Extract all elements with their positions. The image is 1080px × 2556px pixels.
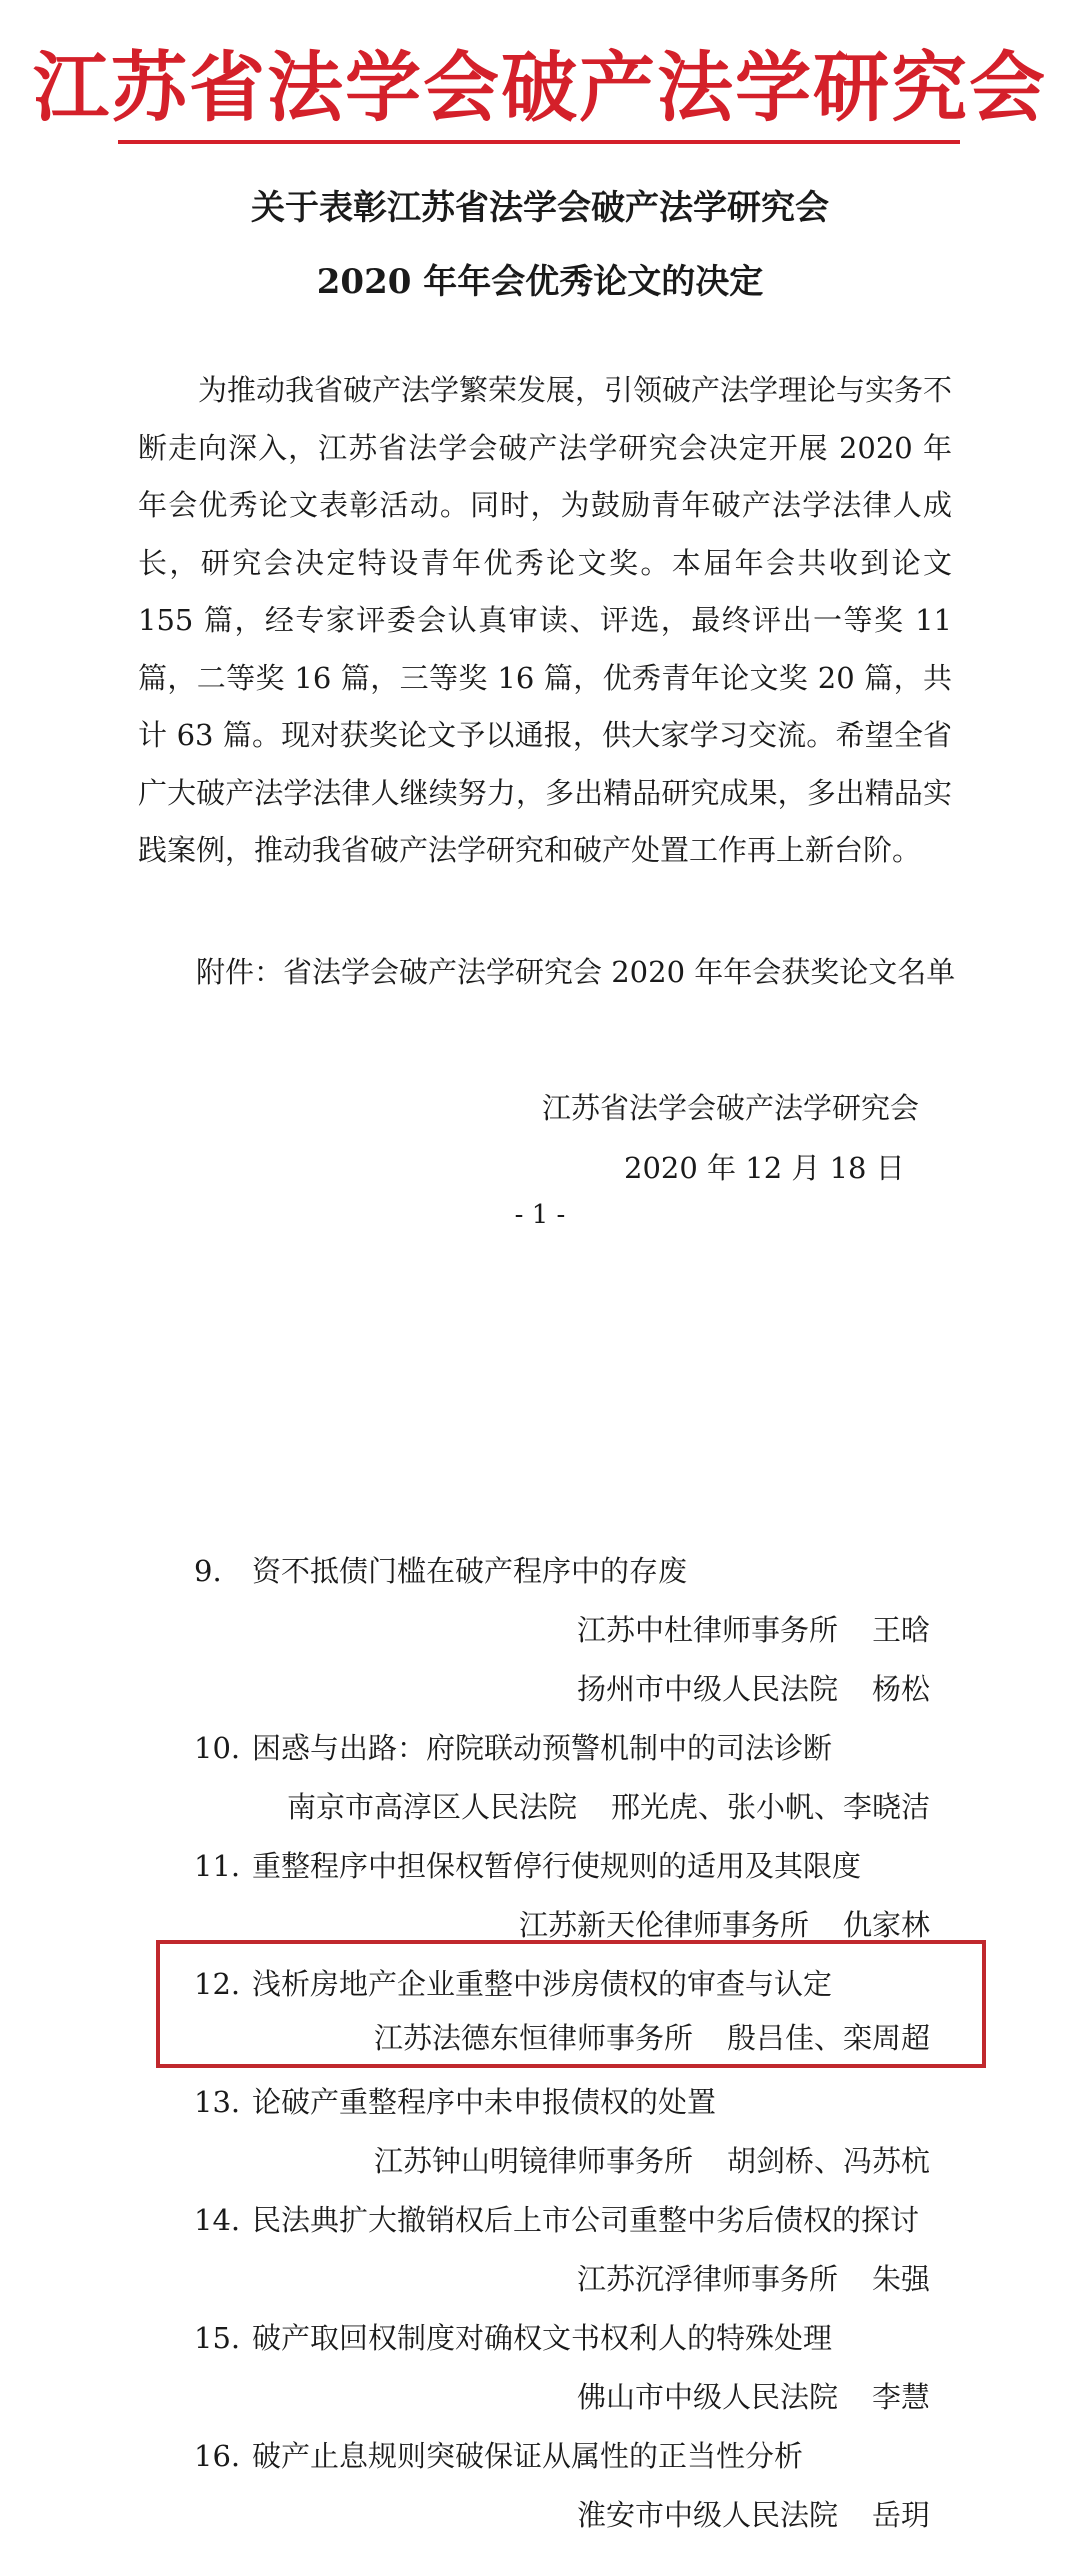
decision-date: 2020 年 12 月 18 日 bbox=[624, 1151, 905, 1185]
author-org: 江苏钟山明镜律师事务所 bbox=[373, 2144, 693, 2178]
author-names: 杨松 bbox=[871, 1672, 930, 1706]
author-org: 江苏新天伦律师事务所 bbox=[518, 1908, 809, 1942]
decision-title-line-1: 关于表彰江苏省法学会破产法学研究会 bbox=[251, 188, 829, 228]
author-names: 李慧 bbox=[871, 2380, 930, 2414]
author-org: 佛山市中级人民法院 bbox=[576, 2380, 838, 2414]
author-org: 江苏法德东恒律师事务所 bbox=[373, 2021, 693, 2055]
entry-title bbox=[194, 1719, 1080, 1777]
organization-title: 江苏省法学会破产法学研究会 bbox=[33, 43, 1047, 132]
entry-number: 13. bbox=[194, 2085, 241, 2119]
author-names: 仇家林 bbox=[842, 1908, 930, 1942]
author-org: 淮安市中级人民法院 bbox=[576, 2498, 838, 2532]
entry-title-text: 重整程序中担保权暂停行使规则的适用及其限度 bbox=[252, 1849, 862, 1883]
entry-title-text: 破产取回权制度对确权文书权利人的特殊处理 bbox=[252, 2321, 833, 2355]
author-org: 江苏沉浮律师事务所 bbox=[576, 2262, 838, 2296]
entry-title bbox=[194, 2427, 1080, 2485]
entry-title bbox=[194, 1542, 1080, 1600]
entry-title-text: 破产止息规则突破保证从属性的正当性分析 bbox=[252, 2439, 804, 2473]
entry-title bbox=[194, 1955, 1080, 2013]
entry-title bbox=[194, 2191, 1080, 2249]
author-names: 朱强 bbox=[871, 2262, 930, 2296]
entry-title-text: 浅析房地产企业重整中涉房债权的审查与认定 bbox=[252, 1967, 833, 2001]
entry-author bbox=[0, 2250, 930, 2308]
decision-title-line-2: 2020 年年会优秀论文的决定 bbox=[316, 262, 764, 302]
entry-title bbox=[194, 2073, 1080, 2131]
author-names: 胡剑桥、冯苏杭 bbox=[726, 2144, 930, 2178]
entry-title-text: 困惑与出路：府院联动预警机制中的司法诊断 bbox=[252, 1731, 833, 1765]
signature: 江苏省法学会破产法学研究会 bbox=[542, 1091, 920, 1125]
author-org: 江苏中杜律师事务所 bbox=[576, 1613, 838, 1647]
entry-title bbox=[194, 2309, 1080, 2367]
attachment-line: 附件：省法学会破产法学研究会 2020 年年会获奖论文名单 bbox=[196, 955, 956, 989]
entry-author bbox=[0, 2132, 930, 2190]
page-number: - 1 - bbox=[514, 1200, 566, 1230]
entry-number: 11. bbox=[194, 1849, 241, 1883]
entry-number: 12. bbox=[194, 1967, 241, 2001]
author-org: 南京市高淳区人民法院 bbox=[286, 1790, 577, 1824]
header-divider bbox=[118, 140, 960, 144]
entry-author bbox=[0, 1660, 930, 1718]
entry-title-text: 资不抵债门槛在破产程序中的存废 bbox=[252, 1554, 688, 1588]
decision-body: 为推动我省破产法学繁荣发展，引领破产法学理论与实务不断走向深入，江苏省法学会破产法学研究会决定开展 2020 年年会优秀论文表彰活动。同时，为鼓励青年破产法学法律人成长，研究会决定特设青年优秀论文奖。本届年会共收到论文 155 篇，经专家评委会认真审读、评选，最终评出一等奖 11 篇，二等奖 16 篇，三等奖 16 篇，优秀青年论文奖 20 篇，共计 63 篇。现对获奖论文予以通报，供大家学习交流。希望全省广大破产法学法律人继续努力，多出精品研究成果，多出精品实践案例，推动我省破产法学研究和破产处置工作再上新台阶。 bbox=[138, 373, 953, 867]
author-names: 王晗 bbox=[871, 1613, 930, 1647]
entry-title bbox=[194, 1837, 1080, 1895]
author-org: 扬州市中级人民法院 bbox=[576, 1672, 838, 1706]
entry-number: 16. bbox=[194, 2439, 241, 2473]
entry-number: 10. bbox=[194, 1731, 241, 1765]
entry-author bbox=[0, 2486, 930, 2544]
entry-author bbox=[0, 2009, 930, 2067]
entry-title-text: 民法典扩大撤销权后上市公司重整中劣后债权的探讨 bbox=[252, 2203, 920, 2237]
author-names: 殷吕佳、栾周超 bbox=[726, 2021, 930, 2055]
entry-author bbox=[0, 2368, 930, 2426]
entry-title-text: 论破产重整程序中未申报债权的处置 bbox=[252, 2085, 717, 2119]
author-names: 邢光虎、张小帆、李晓洁 bbox=[610, 1790, 930, 1824]
entry-author bbox=[0, 1601, 930, 1659]
entry-number: 9. bbox=[194, 1554, 222, 1588]
entry-number: 15. bbox=[194, 2321, 241, 2355]
entry-author bbox=[0, 1778, 930, 1836]
author-names: 岳玥 bbox=[871, 2498, 930, 2532]
entry-number: 14. bbox=[194, 2203, 241, 2237]
